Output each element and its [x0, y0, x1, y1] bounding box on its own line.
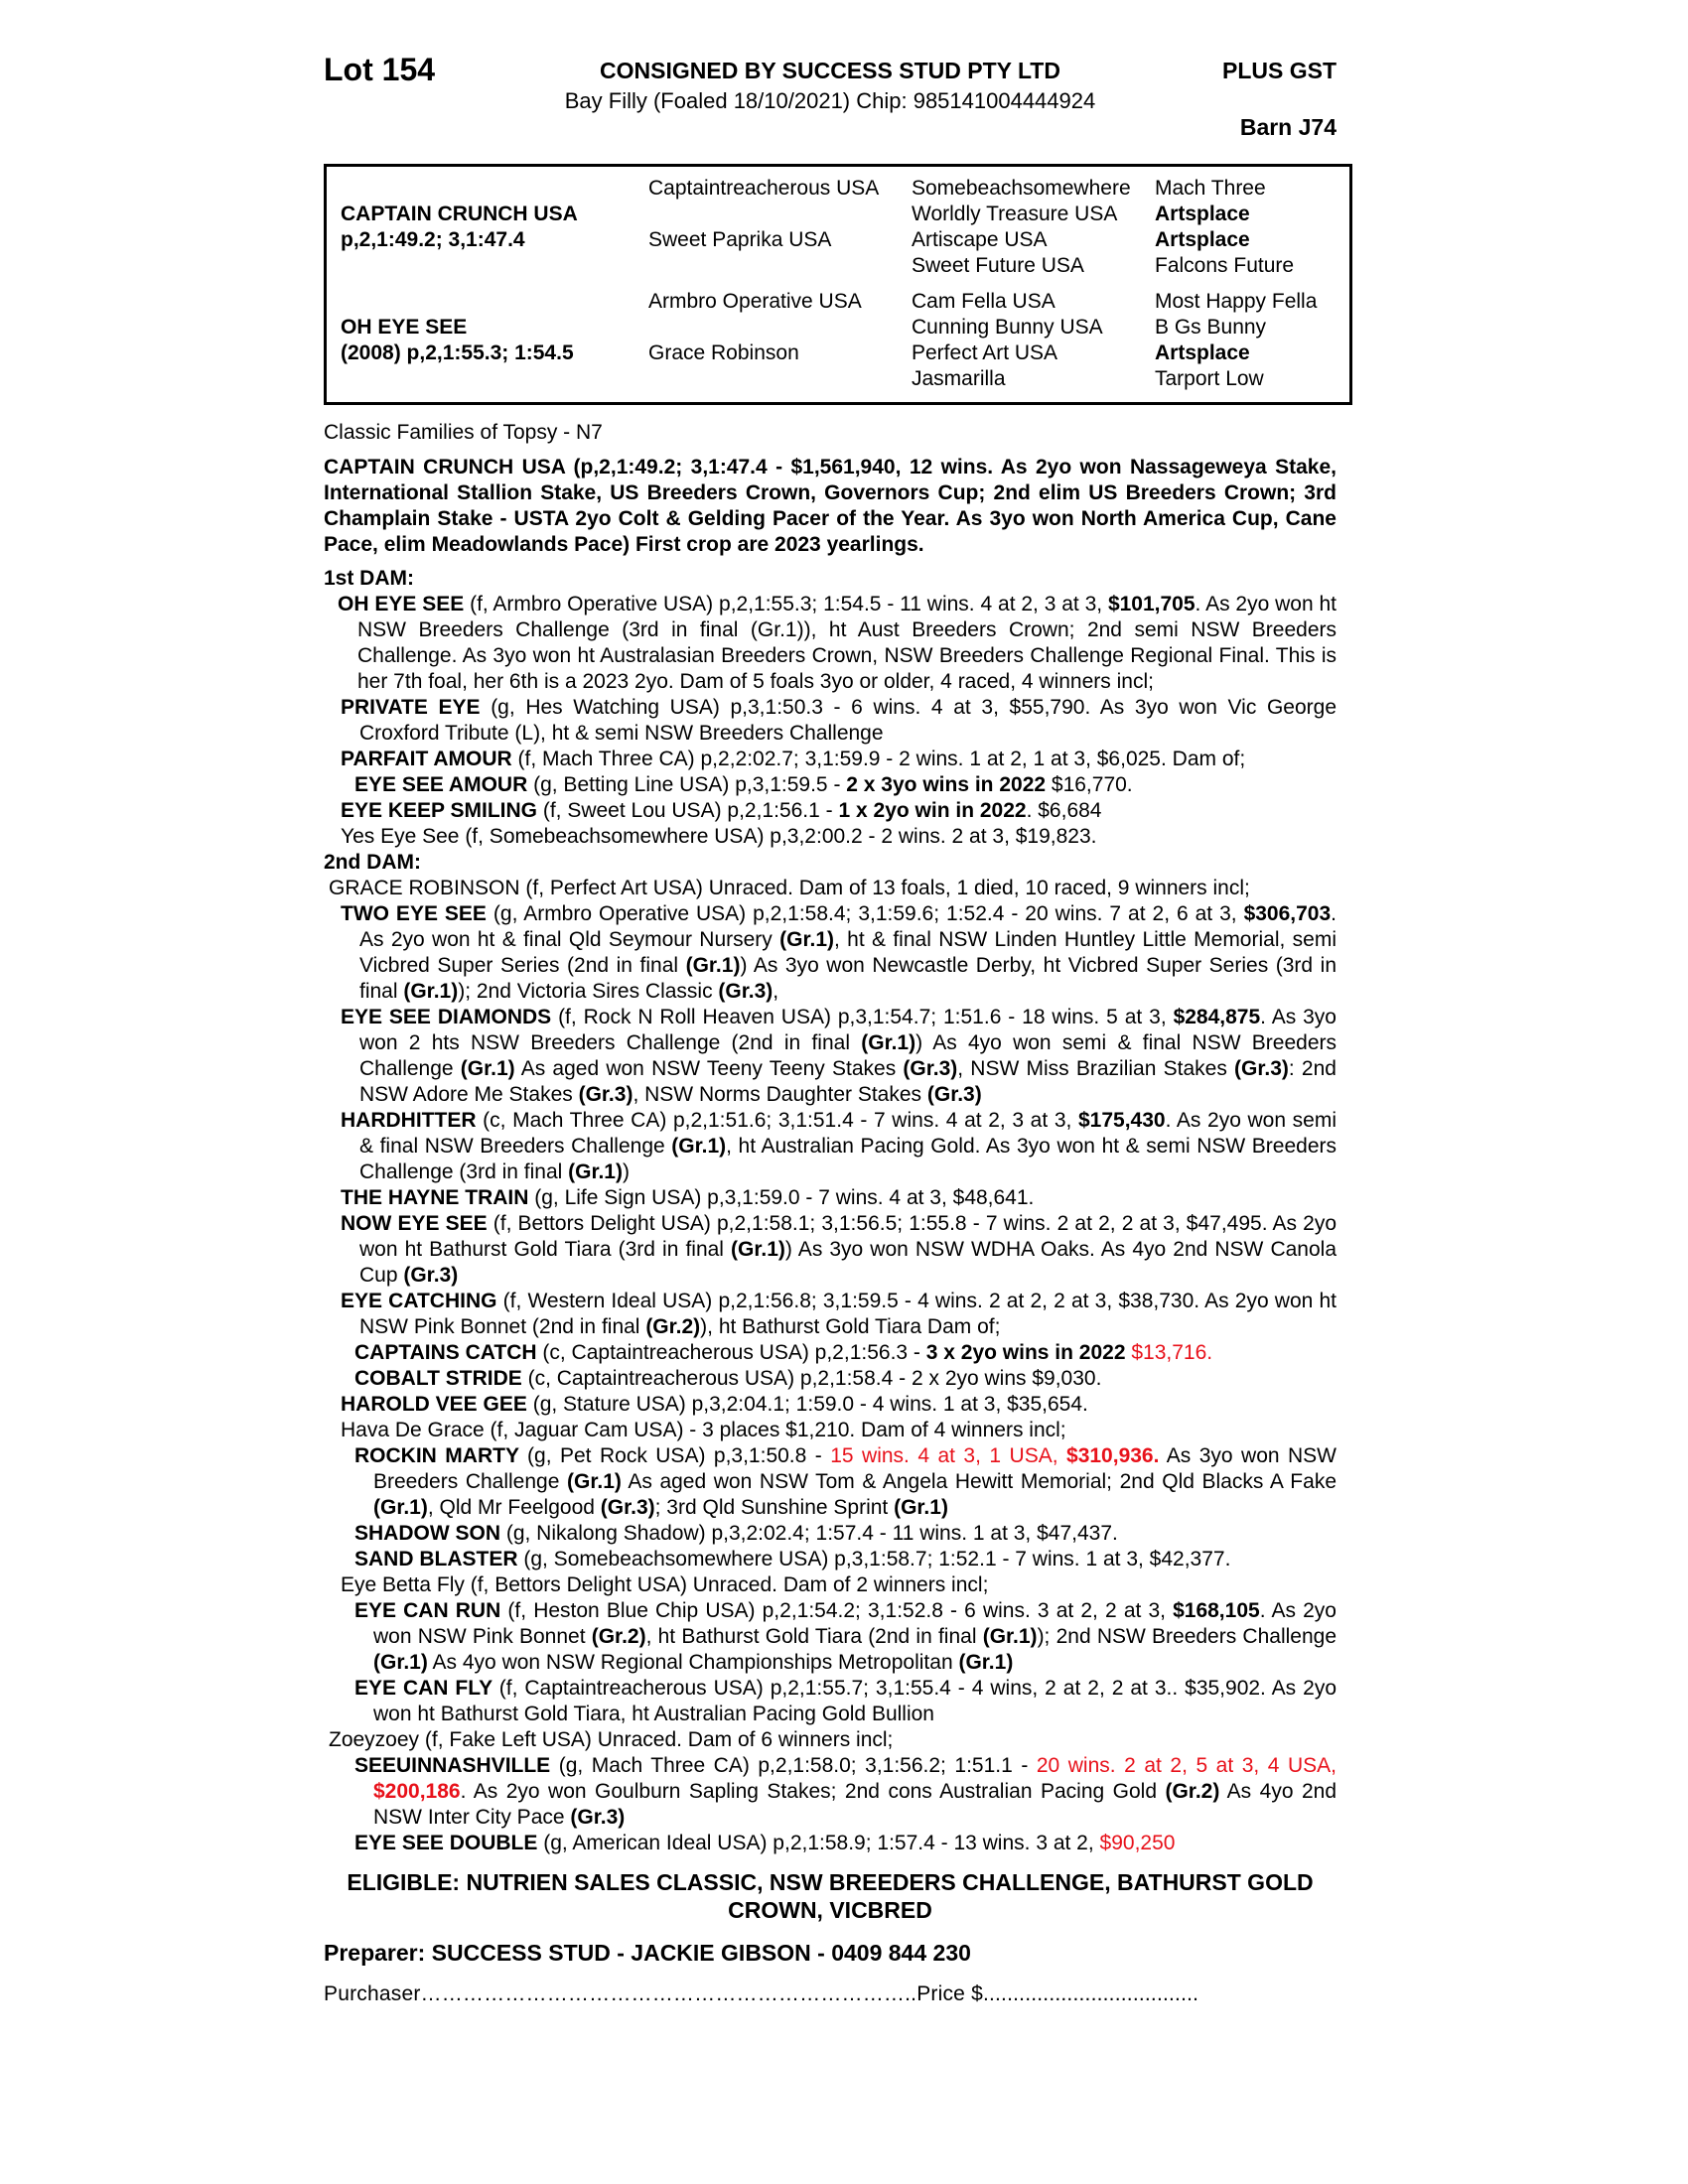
gen4-entry: Tarport Low	[1155, 367, 1264, 390]
pedigree-entry: PRIVATE EYE (g, Hes Watching USA) p,3,1:50.3 - 6 wins. 4 at 3, $55,790. As 3yo won Vic George Croxford Tribute (L), ht & semi NSW Breeders Challenge	[341, 696, 1336, 745]
gen4-entry: Falcons Future	[1155, 254, 1295, 277]
pedigree-entry: EYE SEE DIAMONDS (f, Rock N Roll Heaven USA) p,3,1:54.7; 1:51.6 - 18 wins. 5 at 3, $284,875. As 3yo won 2 hts NSW Breeders Challenge (2nd in final (Gr.1)) As 4yo won semi & final NSW Breeders Challenge (Gr.1) As aged won NSW Teeny Teeny Stakes (Gr.3), NSW Miss Brazilian Stakes (Gr.3): 2nd NSW Adore Me Stakes (Gr.3), NSW Norms Daughter Stakes (Gr.3)	[341, 1006, 1336, 1106]
dam-name: OH EYE SEE	[341, 316, 468, 339]
sire-record: p,2,1:49.2; 3,1:47.4	[341, 228, 525, 251]
pedigree-entries	[324, 566, 1336, 1856]
purchaser-line	[324, 1982, 1336, 2006]
pedigree-entry: GRACE ROBINSON (f, Perfect Art USA) Unraced. Dam of 13 foals, 1 died, 10 raced, 9 winners incl;	[329, 877, 1250, 899]
pedigree-entry: 1st DAM:	[324, 567, 415, 590]
pedigree-entry: OH EYE SEE (f, Armbro Operative USA) p,2,1:55.3; 1:54.5 - 11 wins. 4 at 2, 3 at 3, $101,705. As 2yo won ht NSW Breeders Challenge (3rd in final (Gr.1)), ht Aust Breeders Crown; 2nd semi NSW Breeders Challenge. As 3yo won ht Australasian Breeders Crown, NSW Breeders Challenge Regional Final. This is her 7th foal, her 6th is a 2023 2yo. Dam of 5 foals 3yo or older, 4 raced, 4 winners incl;	[338, 593, 1336, 693]
pedigree-entry: HARDHITTER (c, Mach Three CA) p,2,1:51.6; 3,1:51.4 - 7 wins. 4 at 2, 3 at 3, $175,430. As 2yo won semi & final NSW Breeders Challenge (Gr.1), ht Australian Pacing Gold. As 3yo won ht & semi NSW Breeders Challenge (3rd in final (Gr.1))	[341, 1109, 1337, 1183]
gen3-entry: Perfect Art USA	[912, 341, 1058, 364]
pedigree-entry: NOW EYE SEE (f, Bettors Delight USA) p,2,1:58.1; 3,1:56.5; 1:55.8 - 7 wins. 2 at 2, 2 at 3, $47,495. As 2yo won ht Bathurst Gold Tiara (3rd in final (Gr.1)) As 3yo won NSW WDHA Oaks. As 4yo 2nd NSW Canola Cup (Gr.3)	[341, 1212, 1336, 1287]
purchaser-label: Purchaser	[324, 1982, 421, 2005]
eligibility-note: ELIGIBLE: NUTRIEN SALES CLASSIC, NSW BREEDERS CHALLENGE, BATHURST GOLD CROWN, VICBRED	[347, 1869, 1314, 1923]
pedigree-entry: SHADOW SON (g, Nikalong Shadow) p,3,2:02.4; 1:57.4 - 11 wins. 1 at 3, $47,437.	[354, 1522, 1118, 1545]
pedigree-entry: EYE SEE DOUBLE (g, American Ideal USA) p,2,1:58.9; 1:57.4 - 13 wins. 3 at 2, $90,250	[354, 1832, 1176, 1854]
gen3-entry: Sweet Future USA	[912, 254, 1084, 277]
pedigree-entry: COBALT STRIDE (c, Captaintreacherous USA) p,2,1:58.4 - 2 x 2yo wins $9,030.	[354, 1367, 1102, 1390]
gen3-entry: Jasmarilla	[912, 367, 1006, 390]
pedigree-entry: SAND BLASTER (g, Somebeachsomewhere USA) p,3,1:58.7; 1:52.1 - 7 wins. 1 at 3, $42,377.	[354, 1548, 1231, 1570]
gen2-entry: Armbro Operative USA	[648, 290, 862, 313]
pedigree-entry: PARFAIT AMOUR (f, Mach Three CA) p,2,2:02.7; 3,1:59.9 - 2 wins. 1 at 2, 1 at 3, $6,025. Dam of;	[341, 748, 1246, 770]
gen2-entry: Sweet Paprika USA	[648, 228, 832, 251]
gen2-entry: Captaintreacherous USA	[648, 177, 880, 200]
consignor-title: CONSIGNED BY SUCCESS STUD PTY LTD	[600, 58, 1060, 83]
barn-number: Barn J74	[1239, 114, 1336, 140]
dam-record: (2008) p,2,1:55.3; 1:54.5	[341, 341, 574, 364]
gen3-entry: Artiscape USA	[912, 228, 1048, 251]
family-line: Classic Families of Topsy - N7	[324, 421, 603, 444]
gen3-entry: Cunning Bunny USA	[912, 316, 1103, 339]
gen3-entry: Worldly Treasure USA	[912, 203, 1118, 225]
lot-number: Lot 154	[324, 52, 436, 87]
sire-name: CAPTAIN CRUNCH USA	[341, 203, 578, 225]
purchaser-dotted-leader: ……………………………………………………………..	[420, 1982, 917, 2005]
pedigree-entry: TWO EYE SEE (g, Armbro Operative USA) p,2,1:58.4; 3,1:59.6; 1:52.4 - 20 wins. 7 at 2, 6 at 3, $306,703. As 2yo won ht & final Qld Seymour Nursery (Gr.1), ht & final NSW Linden Huntley Little Memorial, semi Vicbred Super Series (2nd in final (Gr.1)) As 3yo won Newcastle Derby, ht Vicbred Super Series (3rd in final (Gr.1)); 2nd Victoria Sires Classic (Gr.3),	[341, 902, 1336, 1003]
price-label: Price $	[916, 1982, 983, 2005]
stallion-paragraph: CAPTAIN CRUNCH USA (p,2,1:49.2; 3,1:47.4 - $1,561,940, 12 wins. As 2yo won Nassageweya Stake, International Stallion Stake, US Breeders Crown, Governors Cup; 2nd elim US Breeders Crown; 3rd Champlain Stake - USTA 2yo Colt & Gelding Pacer of the Year. As 3yo won North America Cup, Cane Pace, elim Meadowlands Pace) First crop are 2023 yearlings.	[324, 456, 1336, 556]
pedigree-entry: Yes Eye See (f, Somebeachsomewhere USA) p,3,2:00.2 - 2 wins. 2 at 3, $19,823.	[341, 825, 1097, 848]
preparer-line: Preparer: SUCCESS STUD - JACKIE GIBSON - 0409 844 230	[324, 1940, 971, 1966]
gen3-entry: Somebeachsomewhere	[912, 177, 1131, 200]
header	[324, 52, 1336, 146]
gen4-entry: Artsplace	[1155, 341, 1250, 364]
pedigree-entry: EYE KEEP SMILING (f, Sweet Lou USA) p,2,1:56.1 - 1 x 2yo win in 2022. $6,684	[341, 799, 1102, 822]
pedigree-entry: Hava De Grace (f, Jaguar Cam USA) - 3 places $1,210. Dam of 4 winners incl;	[341, 1419, 1066, 1441]
gst-note: PLUS GST	[1221, 58, 1336, 83]
pedigree-table	[324, 164, 1352, 405]
gen4-entry: B Gs Bunny	[1155, 316, 1267, 339]
gen3-entry: Cam Fella USA	[912, 290, 1055, 313]
pedigree-entry: Eye Betta Fly (f, Bettors Delight USA) Unraced. Dam of 2 winners incl;	[341, 1573, 989, 1596]
pedigree-entry: EYE SEE AMOUR (g, Betting Line USA) p,3,1:59.5 - 2 x 3yo wins in 2022 $16,770.	[354, 773, 1133, 796]
pedigree-entry: EYE CAN FLY (f, Captaintreacherous USA) p,2,1:55.7; 3,1:55.4 - 4 wins, 2 at 2, 2 at 3.. $35,902. As 2yo won ht Bathurst Gold Tiara, ht Australian Pacing Gold Bullion	[354, 1677, 1336, 1725]
gen4-entry: Artsplace	[1155, 228, 1250, 251]
pedigree-entry: THE HAYNE TRAIN (g, Life Sign USA) p,3,1:59.0 - 7 wins. 4 at 3, $48,641.	[341, 1186, 1035, 1209]
pedigree-entry: CAPTAINS CATCH (c, Captaintreacherous USA) p,2,1:56.3 - 3 x 2yo wins in 2022 $13,716.	[354, 1341, 1213, 1364]
horse-description: Bay Filly (Foaled 18/10/2021) Chip: 985141004444924	[564, 88, 1096, 113]
pedigree-entry: SEEUINNASHVILLE (g, Mach Three CA) p,2,1:58.0; 3,1:56.2; 1:51.1 - 20 wins. 2 at 2, 5 at 3, 4 USA, $200,186. As 2yo won Goulburn Sapling Stakes; 2nd cons Australian Pacing Gold (Gr.2) As 4yo 2nd NSW Inter City Pace (Gr.3)	[354, 1754, 1337, 1829]
page-content	[324, 52, 1336, 2006]
gen4-entry: Most Happy Fella	[1155, 290, 1318, 313]
gen4-entry: Artsplace	[1155, 203, 1250, 225]
pedigree-entry: HAROLD VEE GEE (g, Stature USA) p,3,2:04.1; 1:59.0 - 4 wins. 1 at 3, $35,654.	[341, 1393, 1088, 1416]
price-dotted-leader: ....................................	[982, 1982, 1199, 2005]
pedigree-entry: EYE CAN RUN (f, Heston Blue Chip USA) p,2,1:54.2; 3,1:52.8 - 6 wins. 3 at 2, 2 at 3, $168,105. As 2yo won NSW Pink Bonnet (Gr.2), ht Bathurst Gold Tiara (2nd in final (Gr.1)); 2nd NSW Breeders Challenge (Gr.1) As 4yo won NSW Regional Championships Metropolitan (Gr.1)	[354, 1599, 1337, 1674]
pedigree-entry: ROCKIN MARTY (g, Pet Rock USA) p,3,1:50.8 - 15 wins. 4 at 3, 1 USA, $310,936. As 3yo won NSW Breeders Challenge (Gr.1) As aged won NSW Tom & Angela Hewitt Memorial; 2nd Qld Blacks A Fake (Gr.1), Qld Mr Feelgood (Gr.3); 3rd Qld Sunshine Sprint (Gr.1)	[354, 1444, 1336, 1519]
pedigree-entry: 2nd DAM:	[324, 851, 421, 874]
pedigree-entry: EYE CATCHING (f, Western Ideal USA) p,2,1:56.8; 3,1:59.5 - 4 wins. 2 at 2, 2 at 3, $38,730. As 2yo won ht NSW Pink Bonnet (2nd in final (Gr.2)), ht Bathurst Gold Tiara Dam of;	[341, 1290, 1336, 1338]
pedigree-entry: Zoeyzoey (f, Fake Left USA) Unraced. Dam of 6 winners incl;	[329, 1728, 894, 1751]
gen4-entry: Mach Three	[1155, 177, 1266, 200]
gen2-entry: Grace Robinson	[648, 341, 799, 364]
